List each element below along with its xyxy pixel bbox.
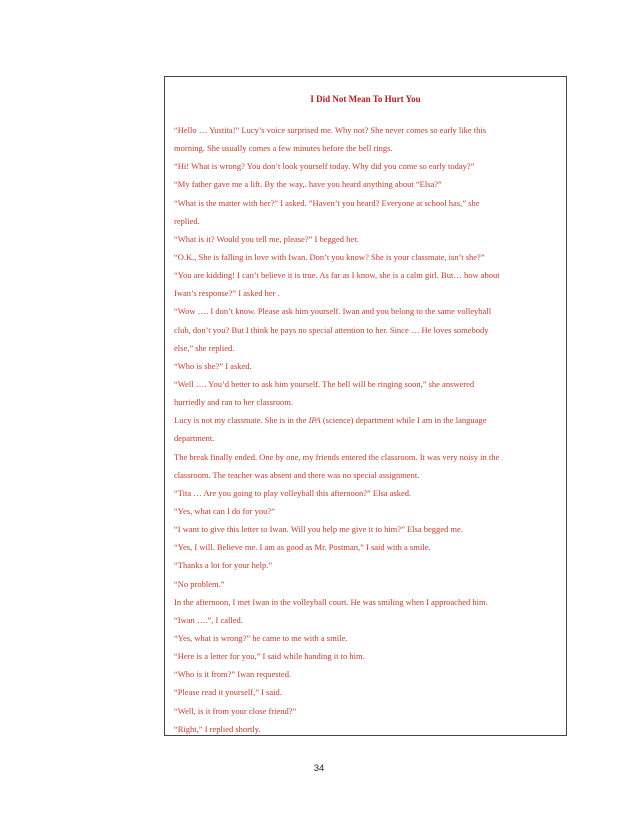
story-line: “No problem.” bbox=[174, 578, 225, 589]
story-line: “You are kidding! I can’t believe it is true. As far as I know, she is a calm girl. But… how about bbox=[174, 270, 500, 281]
story-line: “Yes, what is wrong?” he came to me with a smile. bbox=[174, 632, 348, 643]
story-frame bbox=[164, 76, 567, 736]
story-line-emphasis: IPA bbox=[308, 415, 321, 426]
story-line: Iwan’s response?” I asked her . bbox=[174, 288, 280, 299]
story-line: “Yes, what can I do for you?” bbox=[174, 505, 275, 516]
story-line: “Here is a letter for you,” I said while handing it to him. bbox=[174, 651, 365, 662]
story-line: “Well, is it from your close friend?” bbox=[174, 705, 297, 716]
story-line: hurriedly and ran to her classroom. bbox=[174, 397, 293, 408]
story-line-text: (science) department while I am in the language bbox=[320, 415, 487, 426]
story-line: “Right,” I replied shortly. bbox=[174, 723, 261, 734]
page-number: 34 bbox=[313, 763, 325, 774]
story-line: “What is the matter with her?” I asked. ”Haven’t you heard? Everyone at school has,” she bbox=[174, 197, 480, 208]
story-line: The break finally ended. One by one, my friends entered the classroom. It was very noisy in the bbox=[174, 451, 500, 462]
story-line: “Who is she?” I asked. bbox=[174, 360, 252, 371]
story-line: “Please read it yourself,” I said. bbox=[174, 687, 282, 698]
story-line: “Tita … Are you going to play volleyball this afternoon?” Elsa asked. bbox=[174, 487, 412, 498]
story-line: department. bbox=[174, 433, 215, 444]
story-line: “O.K., She is falling in love with Iwan. Don’t you know? She is your classmate, isn’t she?” bbox=[174, 251, 485, 262]
story-line: “What is it? Would you tell me, please?” I begged her. bbox=[174, 233, 359, 244]
story-line: classroom. The teacher was absent and there was no special assignment. bbox=[174, 469, 420, 480]
story-line: club, don’t you? But I think he pays no special attention to her. Since … He loves somebody bbox=[174, 324, 489, 335]
story-line: “Wow …. I don’t know. Please ask him yourself. Iwan and you belong to the same volleyball bbox=[174, 306, 492, 317]
story-line: “Iwan ….”, I called. bbox=[174, 614, 243, 625]
story-body bbox=[174, 121, 559, 736]
story-line: else,” she replied. bbox=[174, 342, 235, 353]
story-line: “My father gave me a lift. By the way,. have you heard anything about “Elsa?” bbox=[174, 179, 442, 190]
story-title: I Did Not Mean To Hurt You bbox=[310, 94, 421, 104]
story-line: “Thanks a lot for your help.” bbox=[174, 560, 273, 571]
story-line: “Hello … Yustita!” Lucy’s voice surprised me. Why not? She never comes so early like this bbox=[174, 125, 487, 135]
story-line: morning. She usually comes a few minutes before the bell rings. bbox=[174, 143, 393, 154]
story-line: “Who is it from?” Iwan requested. bbox=[174, 669, 292, 680]
story-line bbox=[174, 411, 559, 429]
story-line: In the afternoon, I met Iwan in the volleyball court. He was smiling when I approached him. bbox=[174, 596, 488, 607]
story-line-text: Lucy is not my classmate. She is in the bbox=[174, 415, 309, 426]
story-line: “Yes, I will. Believe me. I am as good as Mr. Postman,” I said with a smile. bbox=[174, 542, 431, 553]
story-line: “Hi! What is wrong? You don’t look yourself today. Why did you come so early today?” bbox=[174, 161, 475, 172]
story-line: replied. bbox=[174, 215, 200, 226]
story-line: “I want to give this letter to Iwan. Will you help me give it to him?” Elsa begged me. bbox=[174, 524, 463, 535]
story-line: “Well …. You’d better to ask him yourself. The bell will be ringing soon,” she answered bbox=[174, 378, 475, 389]
